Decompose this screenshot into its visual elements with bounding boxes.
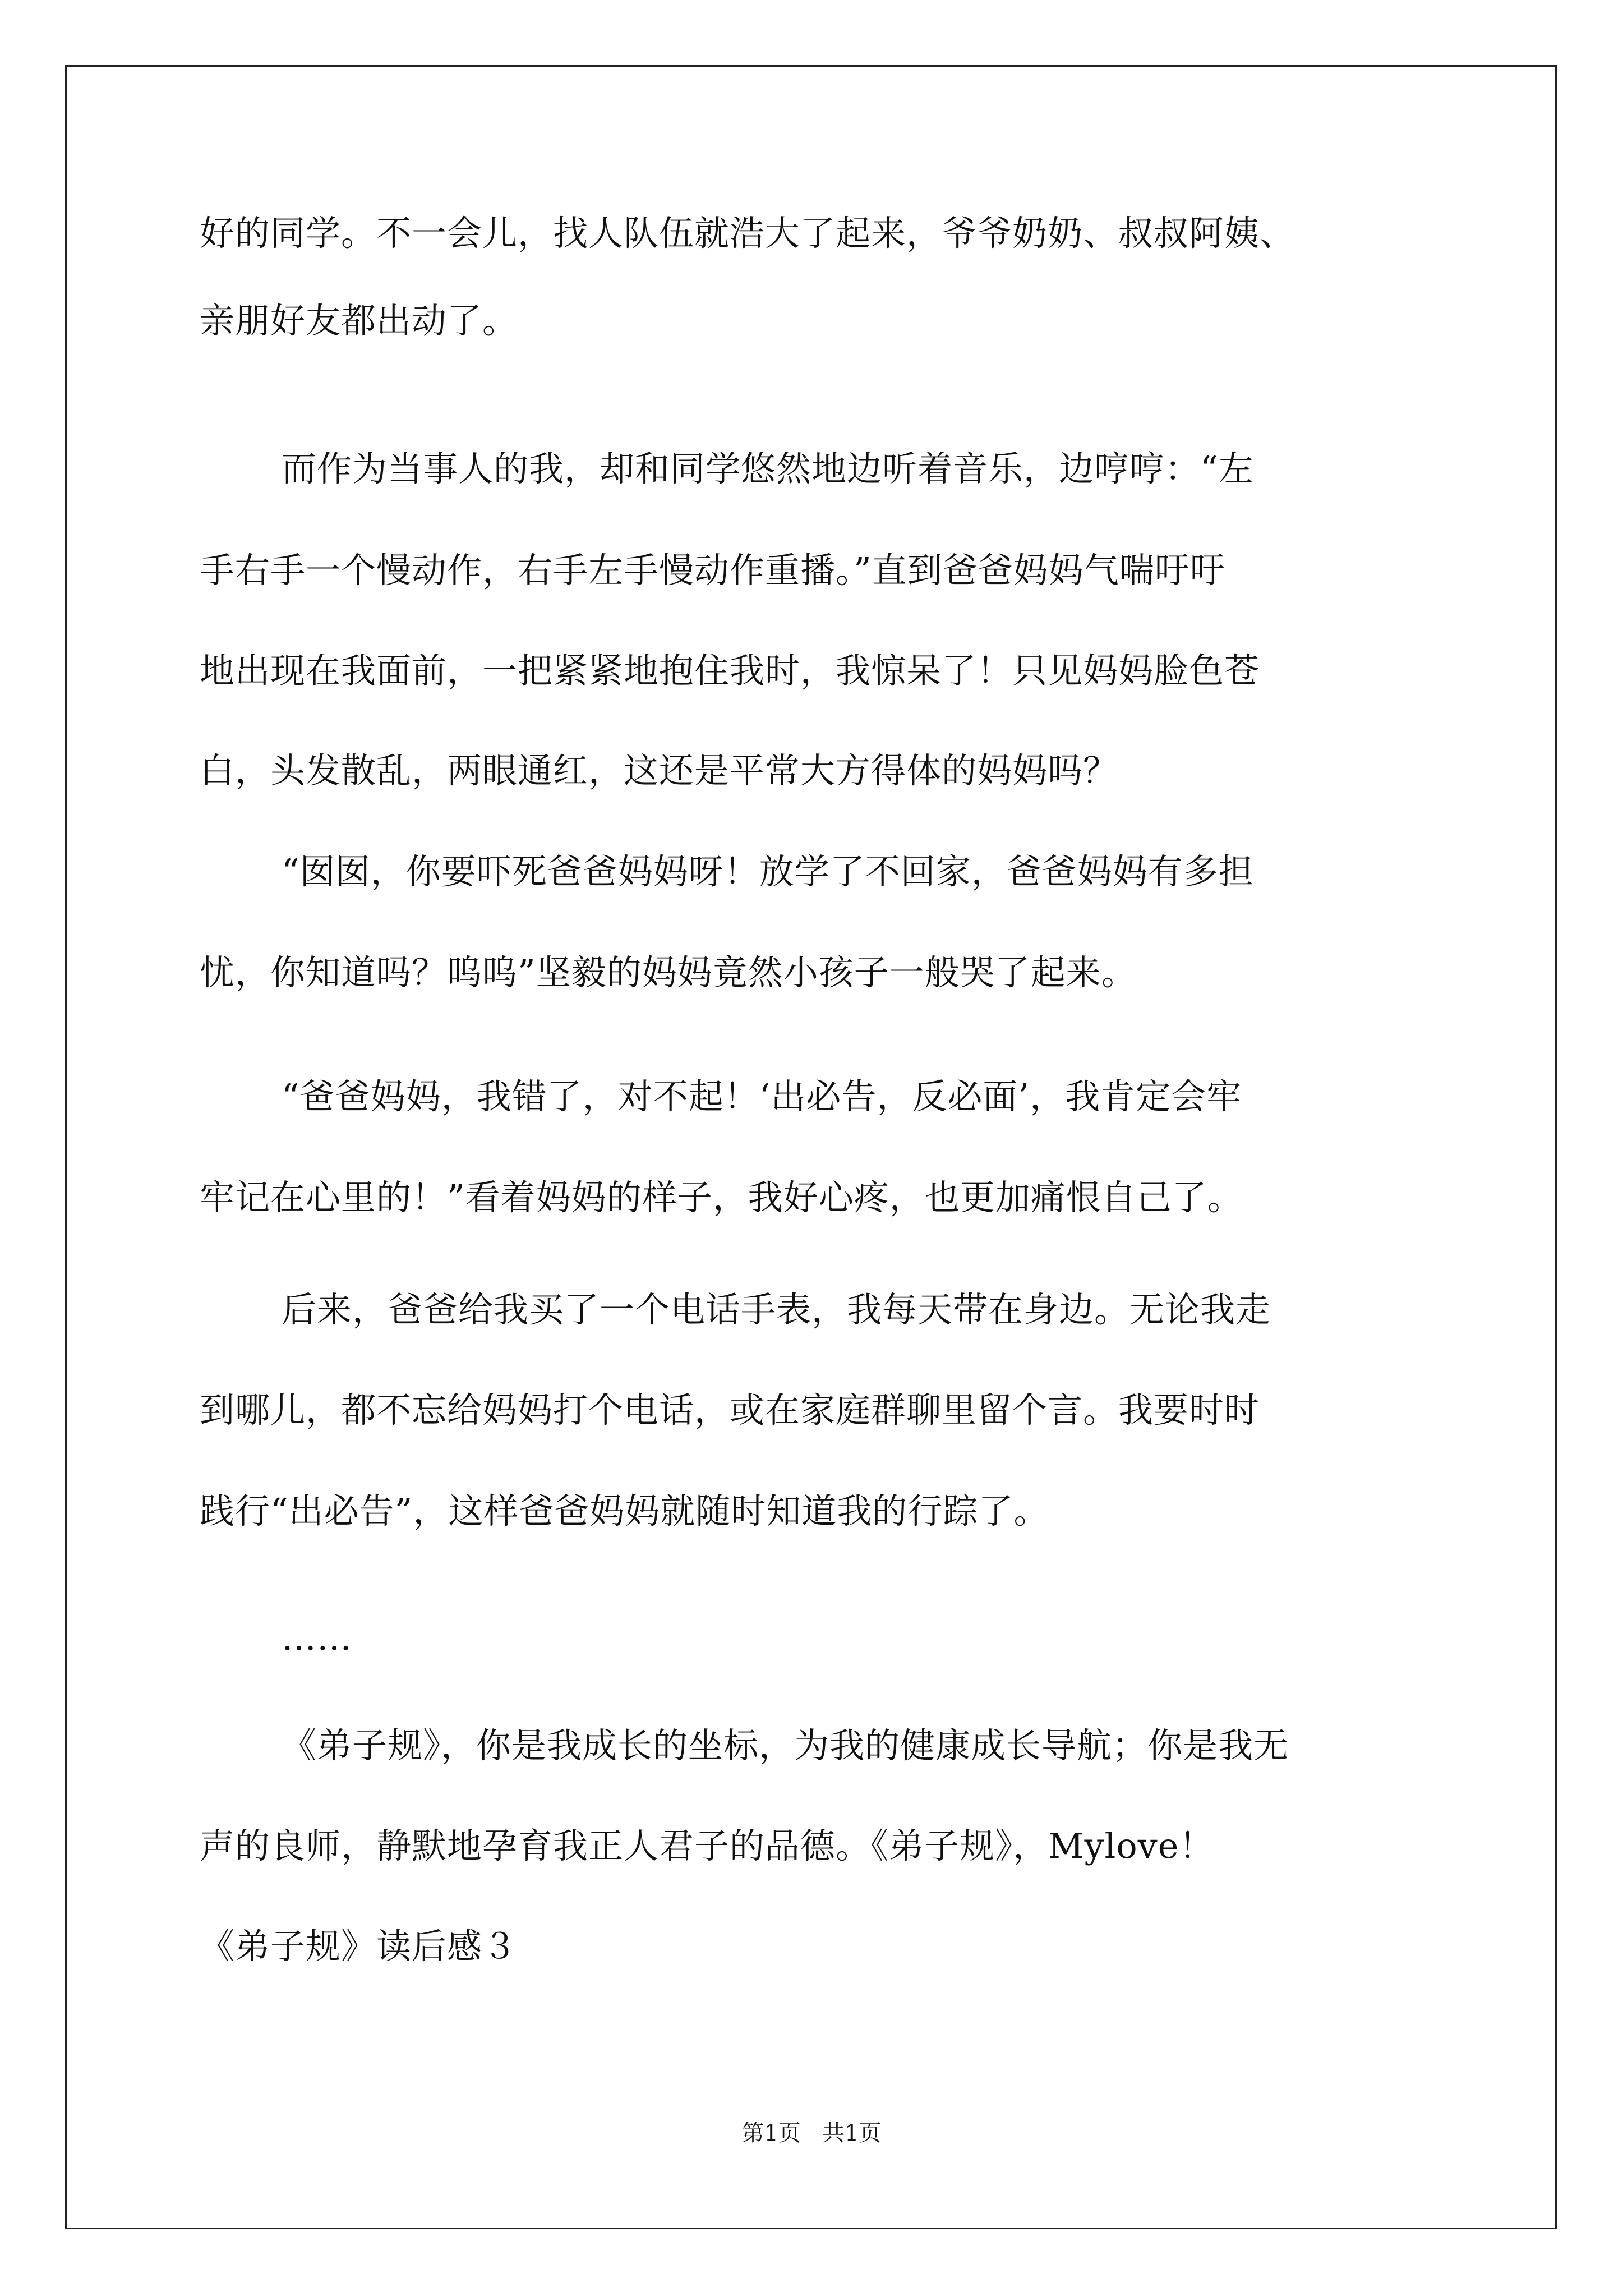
- ellipsis-line: ……: [282, 1617, 352, 1658]
- body-text-line: 亲朋好友都出动了。: [200, 300, 518, 341]
- body-text-line: 好的同学。不一会儿，找人队伍就浩大了起来，爷爷奶奶、叔叔阿姨、: [200, 213, 1295, 254]
- body-text-line: 践行“出必告”，这样爸爸妈妈就随时知道我的行踪了。: [200, 1490, 1049, 1531]
- body-text-line: 白，头发散乱，两眼通红，这还是平常大方得体的妈妈吗？: [200, 750, 1119, 791]
- body-text-line: 忧，你知道吗？呜呜”坚毅的妈妈竟然小孩子一般哭了起来。: [200, 952, 1137, 993]
- page-border: [65, 65, 1557, 2229]
- body-text-line: 地出现在我面前，一把紧紧地抱住我时，我惊呆了！只见妈妈脸色苍: [200, 650, 1260, 691]
- paragraph-first-line: “爸爸妈妈，我错了，对不起！‘出必告，反必面’，我肯定会牢: [282, 1076, 1242, 1117]
- page-footer: 第1页 共1页: [741, 2120, 882, 2146]
- body-text-line: 到哪儿，都不忘给妈妈打个电话，或在家庭群聊里留个言。我要时时: [200, 1389, 1260, 1430]
- paragraph-first-line: 《弟子规》，你是我成长的坐标，为我的健康成长导航；你是我无: [282, 1725, 1289, 1766]
- paragraph-first-line: “囡囡，你要吓死爸爸妈妈呀！放学了不回家，爸爸妈妈有多担: [282, 851, 1254, 892]
- paragraph-first-line: 后来，爸爸给我买了一个电话手表，我每天带在身边。无论我走: [282, 1289, 1271, 1330]
- body-text-line: 手右手一个慢动作，右手左手慢动作重播。”直到爸爸妈妈气喘吁吁: [200, 550, 1225, 591]
- section-heading: 《弟子规》读后感３: [200, 1926, 518, 1967]
- body-text-line: 声的良师，静默地孕育我正人君子的品德。《弟子规》，Mylove！: [200, 1825, 1215, 1866]
- paragraph-first-line: 而作为当事人的我，却和同学悠然地边听着音乐，边哼哼：“左: [282, 448, 1254, 489]
- body-text-line: 牢记在心里的！”看着妈妈的样子，我好心疼，也更加痛恨自己了。: [200, 1177, 1243, 1218]
